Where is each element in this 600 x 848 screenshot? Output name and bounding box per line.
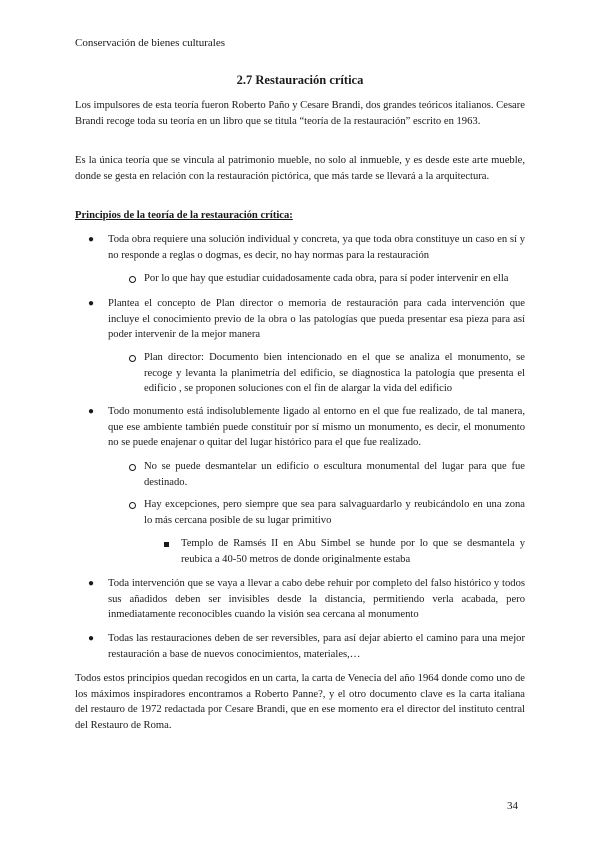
principle-item-1: Toda obra requiere una solución individual y concreta, ya que toda obra constituye un caso en sí y no responde a reglas o dogmas, es decir, no hay normas para la restauración <box>108 234 525 261</box>
principles-subheading: Principios de la teoría de la restauración crítica: <box>75 210 293 221</box>
principle-subitem-3-1: No se puede desmantelar un edificio o escultura monumental del lugar para que fue destinado. <box>144 461 525 488</box>
principle-item-5: Todas las restauraciones deben de ser reversibles, para así dejar abierto el camino para una mejor restauración a base de nuevos conocimientos, materiales,… <box>108 633 525 660</box>
page-number: 34 <box>507 800 518 812</box>
principle-subitem-3-2-1: Templo de Ramsés II en Abu Simbel se hunde por lo que se desmantela y reubica a 40-50 metros de donde originalmente estaba <box>181 538 525 565</box>
section-title: 2.7 Restauración crítica <box>236 73 364 87</box>
bullet-dot: ● <box>88 234 95 245</box>
bullet-dot: ● <box>88 298 95 309</box>
principle-subitem-3-2: Hay excepciones, pero siempre que sea para salvaguardarlo y reubicándolo en una zona lo más cercana posible de su lugar primitivo <box>144 499 525 526</box>
bullet-dot: ● <box>88 633 95 644</box>
principle-item-2: Plantea el concepto de Plan director o memoria de restauración para cada intervención que incluye el conocimiento previo de la obra o las patologías que pueda presentar esa pieza para así poder intervenir de la mejor manera <box>108 298 525 340</box>
intro-paragraph-2: Es la única teoría que se vincula al patrimonio mueble, no solo al inmueble, y es desde este arte mueble, donde se gesta en relación con la restauración pictórica, que más tarde se llevará a la arquitectura. <box>75 155 525 182</box>
bullet-dot: ● <box>88 406 95 417</box>
bullet-circle <box>129 355 136 362</box>
closing-paragraph: Todos estos principios quedan recogidos en un carta, la carta de Venecia del año 1964 donde como uno de los máximos inspiradores encontramos a Roberto Panne?, y el otro documento clave es la carta italiana del restauro de 1972 redactada por Cesare Brandi, que en ese momento era el director del instituto central del Restauro de Roma. <box>75 673 525 731</box>
bullet-dot: ● <box>88 578 95 589</box>
principle-item-3: Todo monumento está indisolublemente ligado al entorno en el que fue realizado, de tal manera, que ese ambiente también puede constituir por sí mismo un monumento, es decir, el monumento no se puede enajenar o quitar del lugar histórico para el que fue realizado. <box>108 406 525 448</box>
intro-paragraph-1: Los impulsores de esta teoría fueron Roberto Paño y Cesare Brandi, dos grandes teóricos italianos. Cesare Brandi recoge toda su teoría en un libro que se titula “teoría de la restauración” escrito en 1963. <box>75 100 525 127</box>
principle-subitem-2-1: Plan director: Documento bien intencionado en el que se analiza el monumento, se recoge y levanta la planimetría del edificio, se diagnostica la patología que presenta el edificio , se proponen soluciones con el fin de alargar la vida del edificio <box>144 352 525 394</box>
principle-item-4: Toda intervención que se vaya a llevar a cabo debe rehuir por completo del falso histórico y todos sus añadidos deben ser invisibles desde la distancia, permitiendo verla acabada, pero inmediatamente reconocibles cuando la visión sea cercana al monumento <box>108 578 525 620</box>
bullet-circle <box>129 276 136 283</box>
bullet-circle <box>129 464 136 471</box>
page-header: Conservación de bienes culturales <box>75 37 225 49</box>
bullet-circle <box>129 502 136 509</box>
principle-subitem-1-1: Por lo que hay que estudiar cuidadosamente cada obra, para sí poder intervenir en ella <box>144 273 509 284</box>
bullet-square <box>164 542 169 547</box>
